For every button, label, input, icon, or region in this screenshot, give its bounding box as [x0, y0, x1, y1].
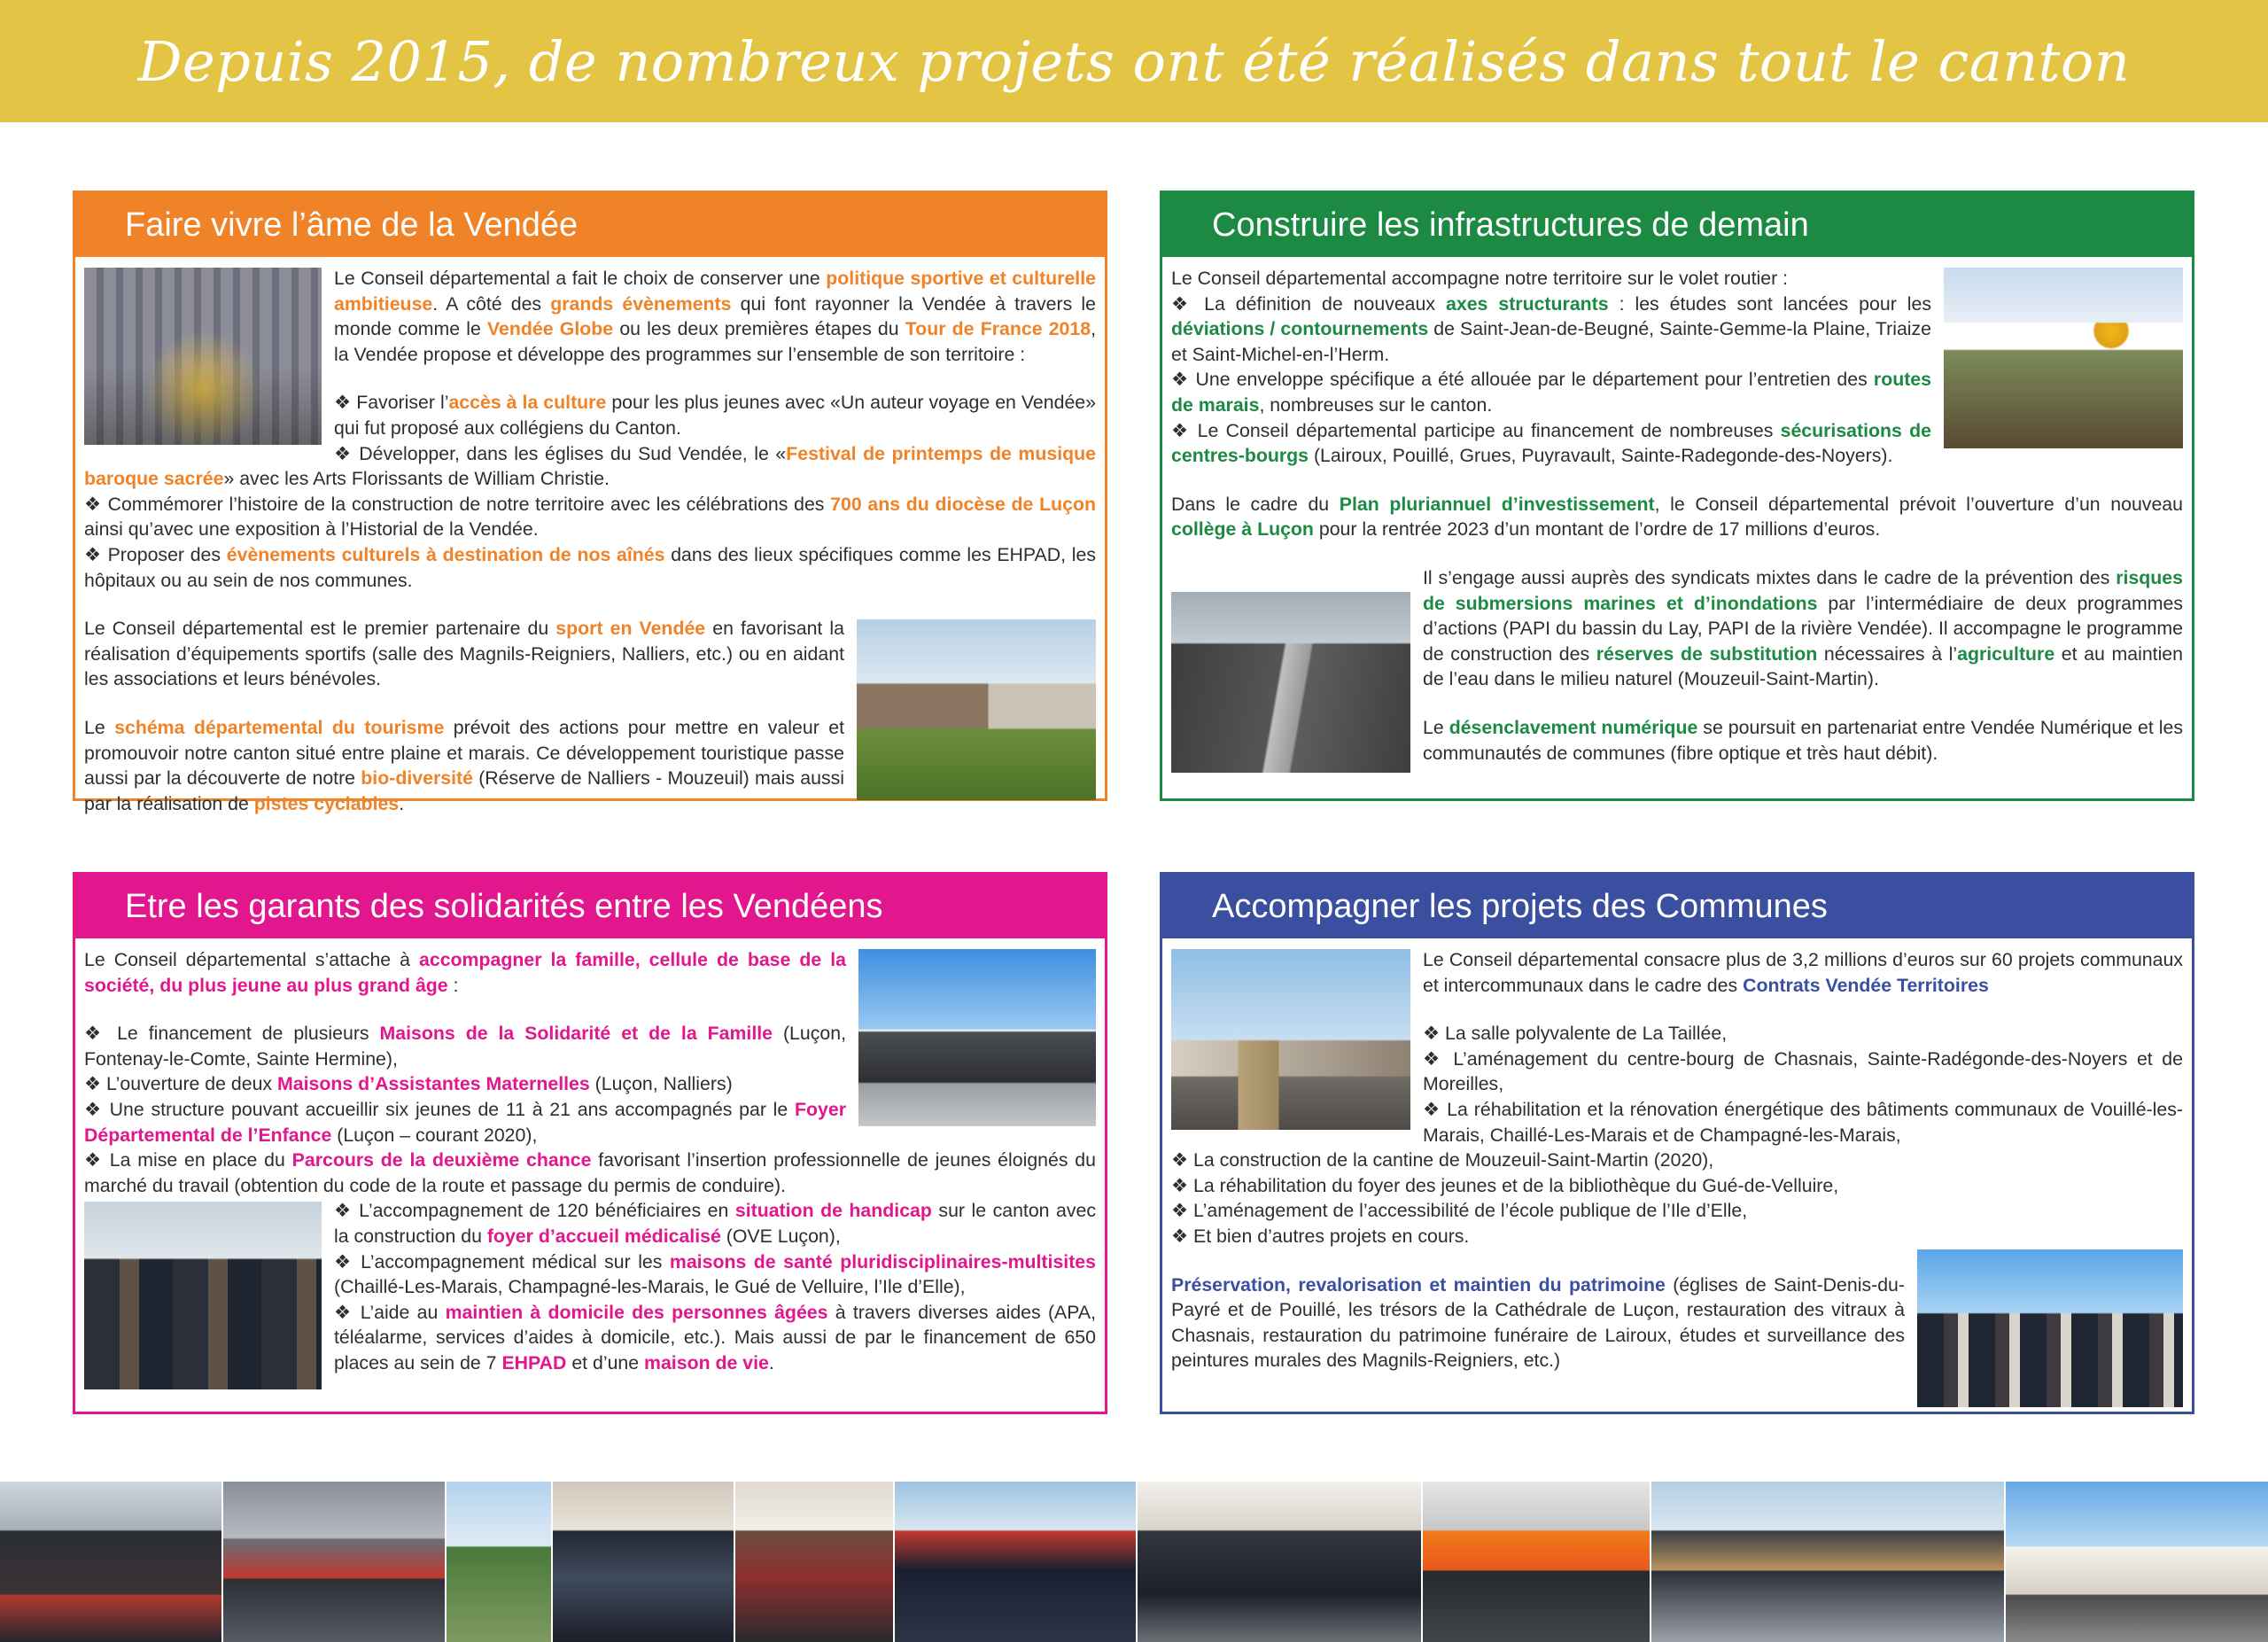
highlight-text: accès à la culture	[448, 392, 607, 414]
strip-photo-bmx-riders	[223, 1482, 447, 1642]
highlight-text: axes structurants	[1446, 292, 1609, 315]
eco-building-photo	[857, 619, 1096, 800]
highlight-text: collège à Luçon	[1171, 518, 1314, 541]
strip-photo-ribbon-cutting	[0, 1482, 223, 1642]
highlight-text: risques de submersions marines et d’inondations	[1423, 566, 2183, 614]
highlight-text: situation de handicap	[734, 1200, 932, 1222]
panel-culture-title: Faire vivre l’âme de la Vendée	[75, 193, 1105, 257]
culture-bullet-1: ❖ Favoriser l’accès à la culture pour les plus jeunes avec «Un auteur voyage en Vendée» qui fut proposé aux collégiens du Canton.	[334, 392, 1096, 439]
culture-sport: Le Conseil départemental est le premier partenaire du sport en Vendée en favorisant la réalisation d’équipements sportifs (salle des Magnils-Reigniers, Nalliers, etc.) ou en aidant les associations et leurs bénévoles.	[84, 618, 844, 690]
solidarity-bullet-3: ❖ Une structure pouvant accueillir six jeunes de 11 à 21 ans accompagnés par le Foyer Départemental de l’Enfance (Luçon – courant 2020),	[84, 1098, 846, 1146]
highlight-text: accompagner la famille, cellule de base de la société, du plus jeune au plus grand âge	[84, 949, 846, 996]
solidarity-bullet-1: ❖ Le financement de plusieurs Maisons de la Solidarité et de la Famille (Luçon, Fontenay-le-Comte, Sainte Hermine),	[84, 1023, 847, 1070]
highlight-text: sport en Vendée	[555, 618, 706, 640]
road-works-photo	[1171, 592, 1410, 773]
strip-photo-costumed-crowd	[1651, 1482, 2006, 1642]
photo-strip	[0, 1482, 2268, 1642]
culture-tourism: Le schéma départemental du tourisme prévoit des actions pour mettre en valeur et promouvoir notre canton situé entre plaine et marais. Ce développement touristique passe aussi par la découverte de notre bio-diversité (Réserve de Nalliers - Mouzeuil) mais aussi par la réalisation de pistes cyclables.	[84, 716, 844, 814]
panel-solidarity-body	[75, 938, 1105, 1376]
highlight-text: foyer d’accueil médicalisé	[486, 1225, 721, 1247]
panel-communes-title: Accompagner les projets des Communes	[1162, 875, 2192, 938]
culture-bullet-3: ❖ Commémorer l’histoire de la construction de notre territoire avec les célébrations des 700 ans du diocèse de Luçon ainsi qu’avec une exposition à l’Historial de la Vendée.	[84, 493, 1096, 541]
panel-infrastructure	[1160, 191, 2194, 801]
highlight-text: Contrats Vendée Territoires	[1743, 974, 1989, 996]
highlight-text: 700 ans du diocèse de Luçon	[830, 493, 1096, 515]
highlight-text: bio-diversité	[361, 767, 473, 790]
highlight-text: Préservation, revalorisation et maintien du patrimoine	[1171, 1273, 1666, 1296]
communes-bullet-2: ❖ L’aménagement du centre-bourg de Chasnais, Sainte-Radégonde-des-Noyers et de Moreilles,	[1423, 1047, 2183, 1095]
panel-solidarity	[73, 872, 1107, 1414]
panel-culture-body	[75, 257, 1105, 816]
cathedral-concert-photo	[84, 268, 322, 445]
strip-photo-hi-vis-workers	[1423, 1482, 1651, 1642]
infra-bullet-1: ❖ La définition de nouveaux axes structurants : les études sont lancées pour les déviations / contournements de Saint-Jean-de-Beugné, Sainte-Gemme-la Plaine, Triaize et Saint-Michel-en-l’Herm.	[1171, 292, 1932, 365]
village-tower-photo	[1171, 949, 1410, 1130]
title-banner	[0, 0, 2268, 122]
infra-college: Dans le cadre du Plan pluriannuel d’investissement, le Conseil départemental prévoit l’ouverture d’un nouveau collège à Luçon pour la rentrée 2023 d’un montant de l’ordre de 17 millions d’euros.	[1171, 493, 2183, 541]
highlight-text: Parcours de la deuxième chance	[291, 1149, 592, 1171]
highlight-text: Festival de printemps de musique baroque sacrée	[84, 442, 1096, 490]
solidarity-bullet-5: ❖ L’accompagnement de 120 bénéficiaires en situation de handicap sur le canton avec la construction du foyer d’accueil médicalisé (OVE Luçon),	[334, 1200, 1097, 1247]
strip-photo-signing-meeting	[1138, 1482, 1423, 1642]
highlight-text: maison de vie	[644, 1351, 769, 1374]
highlight-text: Maisons de la Solidarité et de la Famille	[379, 1023, 773, 1045]
infra-intro: Le Conseil départemental accompagne notre territoire sur le volet routier :	[1171, 268, 1789, 289]
strip-photo-building-facade	[2006, 1482, 2268, 1642]
highlight-text: pistes cyclables	[253, 792, 400, 814]
communes-bullet-1: ❖ La salle polyvalente de La Taillée,	[1423, 1023, 1728, 1045]
strip-photo-group-signs	[735, 1482, 895, 1642]
communes-bullet-7: ❖ Et bien d’autres projets en cours.	[1171, 1225, 1470, 1247]
ove-building-photo	[858, 949, 1096, 1126]
inauguration-ribbon-photo	[1917, 1249, 2183, 1407]
communes-bullet-6: ❖ L’aménagement de l’accessibilité de l’école publique de l’Ile d’Elle,	[1171, 1200, 1748, 1222]
culture-bullet-2: ❖ Développer, dans les églises du Sud Vendée, le «Festival de printemps de musique baroque sacrée» avec les Arts Florissants de William Christie.	[84, 442, 1096, 490]
panel-infrastructure-title: Construire les infrastructures de demain	[1162, 193, 2192, 257]
highlight-text: déviations / contournements	[1171, 318, 1429, 340]
panel-culture	[73, 191, 1107, 814]
infra-bullet-2: ❖ Une enveloppe spécifique a été allouée par le département pour l’entretien des routes de marais, nombreuses sur le canton.	[1171, 369, 1931, 416]
communes-bullet-4: ❖ La construction de la cantine de Mouzeuil-Saint-Martin (2020),	[1171, 1149, 1714, 1171]
highlight-text: désenclavement numérique	[1449, 716, 1698, 738]
solidarity-bullet-7: ❖ L’aide au maintien à domicile des personnes âgées à travers diverses aides (APA, téléalarme, services d’aides à domicile, etc.). Mais aussi de par le financement de 650 places au sein de 7 EHPAD et d’une maison de vie.	[334, 1301, 1096, 1374]
page-title: Depuis 2015, de nombreux projets ont été réalisés dans tout le canton	[137, 28, 2131, 94]
solidarity-intro: Le Conseil départemental s’attache à accompagner la famille, cellule de base de la société, du plus jeune au plus grand âge :	[84, 949, 846, 996]
highlight-text: réserves de substitution	[1596, 642, 1818, 665]
communes-bullet-3: ❖ La réhabilitation et la rénovation énergétique des bâtiments communaux de Vouillé-les-Marais, Chaillé-Les-Marais et de Champagné-les-Marais,	[1423, 1098, 2183, 1146]
solidarity-bullet-2: ❖ L’ouverture de deux Maisons d’Assistantes Maternelles (Luçon, Nalliers)	[84, 1073, 733, 1095]
highlight-text: maintien à domicile des personnes âgées	[445, 1301, 828, 1323]
communes-intro: Le Conseil départemental consacre plus de 3,2 millions d’euros sur 60 projets communaux et intercommunaux dans le cadre des Contrats Vendée Territoires	[1423, 949, 2183, 996]
highlight-text: Vendée Globe	[487, 318, 614, 340]
culture-intro: Le Conseil départemental a fait le choix de conserver une politique sportive et culturelle ambitieuse. A côté des grands évènements qui font rayonner la Vendée à travers le monde comme le Vendée Globe ou les deux premières étapes du Tour de France 2018, la Vendée propose et développe des programmes sur l’ensemble de son territoire :	[334, 268, 1097, 365]
infra-digital: Le désenclavement numérique se poursuit en partenariat entre Vendée Numérique et les communautés de communes (fibre optique et très haut débit).	[1423, 716, 2183, 764]
panel-communes-body	[1162, 938, 2192, 1374]
highlight-text: EHPAD	[501, 1351, 567, 1374]
communes-heritage: Préservation, revalorisation et maintien du patrimoine (églises de Saint-Denis-du-Payré et de Pouillé, les trésors de la Cathédrale de Luçon, restauration des vitraux à Chasnais, restauration du patrimoine funéraire de Lairoux, études et surveillance des peintures murales des Magnils-Reigniers, etc.)	[1171, 1273, 1905, 1372]
highlight-text: Foyer Départemental de l’Enfance	[84, 1098, 846, 1146]
highlight-text: Maisons d’Assistantes Maternelles	[277, 1073, 590, 1095]
strip-photo-officials	[553, 1482, 735, 1642]
highlight-text: sécurisations de centres-bourgs	[1171, 419, 1931, 467]
highlight-text: politique sportive et culturelle ambitieuse	[334, 268, 1096, 315]
highlight-text: routes de marais	[1171, 369, 1931, 416]
panel-infrastructure-body	[1162, 257, 2192, 766]
highlight-text: grands évènements	[550, 292, 732, 315]
solidarity-bullet-4: ❖ La mise en place du Parcours de la deuxième chance favorisant l’insertion professionnelle de jeunes éloignés du marché du travail (obtention du code de la route et passage du permis de conduire).	[84, 1149, 1096, 1196]
highlight-text: Tour de France 2018	[905, 318, 1091, 340]
strip-photo-firefighters	[895, 1482, 1138, 1642]
highlight-text: agriculture	[1957, 642, 2055, 665]
excavator-works-photo	[1944, 268, 2183, 448]
highlight-text: Plan pluriannuel d’investissement	[1339, 493, 1655, 515]
culture-bullet-4: ❖ Proposer des évènements culturels à destination de nos aînés dans des lieux spécifiques comme les EHPAD, les hôpitaux ou au sein de nos communes.	[84, 543, 1096, 591]
highlight-text: maisons de santé pluridisciplinaires-multisites	[669, 1250, 1096, 1272]
solidarity-bullet-6: ❖ L’accompagnement médical sur les maisons de santé pluridisciplinaires-multisites (Chaillé-Les-Marais, Champagné-les-Marais, le Gué de Velluire, l’Ile d’Elle),	[334, 1250, 1096, 1298]
strip-photo-street	[447, 1482, 553, 1642]
panel-solidarity-title: Etre les garants des solidarités entre les Vendéens	[75, 875, 1105, 938]
infra-flood: Il s’engage aussi auprès des syndicats mixtes dans le cadre de la prévention des risques de submersions marines et d’inondations par l’intermédiaire de deux programmes d’actions (PAPI du bassin du Lay, PAPI de la rivière Vendée). Il accompagne le programme de construction des réserves de substitution nécessaires à l’agriculture et au maintien de l’eau dans le milieu naturel (Mouzeuil-Saint-Martin).	[1423, 566, 2183, 690]
foundation-stone-photo	[84, 1202, 322, 1389]
panel-communes	[1160, 872, 2194, 1414]
communes-bullet-5: ❖ La réhabilitation du foyer des jeunes et de la bibliothèque du Gué-de-Velluire,	[1171, 1174, 1839, 1196]
highlight-text: schéma départemental du tourisme	[114, 716, 445, 738]
highlight-text: évènements culturels à destination de nos aînés	[226, 543, 665, 565]
infra-bullet-3: ❖ Le Conseil départemental participe au financement de nombreuses sécurisations de centres-bourgs (Lairoux, Pouillé, Grues, Puyravault, Sainte-Radegonde-des-Noyers).	[1171, 419, 1931, 467]
